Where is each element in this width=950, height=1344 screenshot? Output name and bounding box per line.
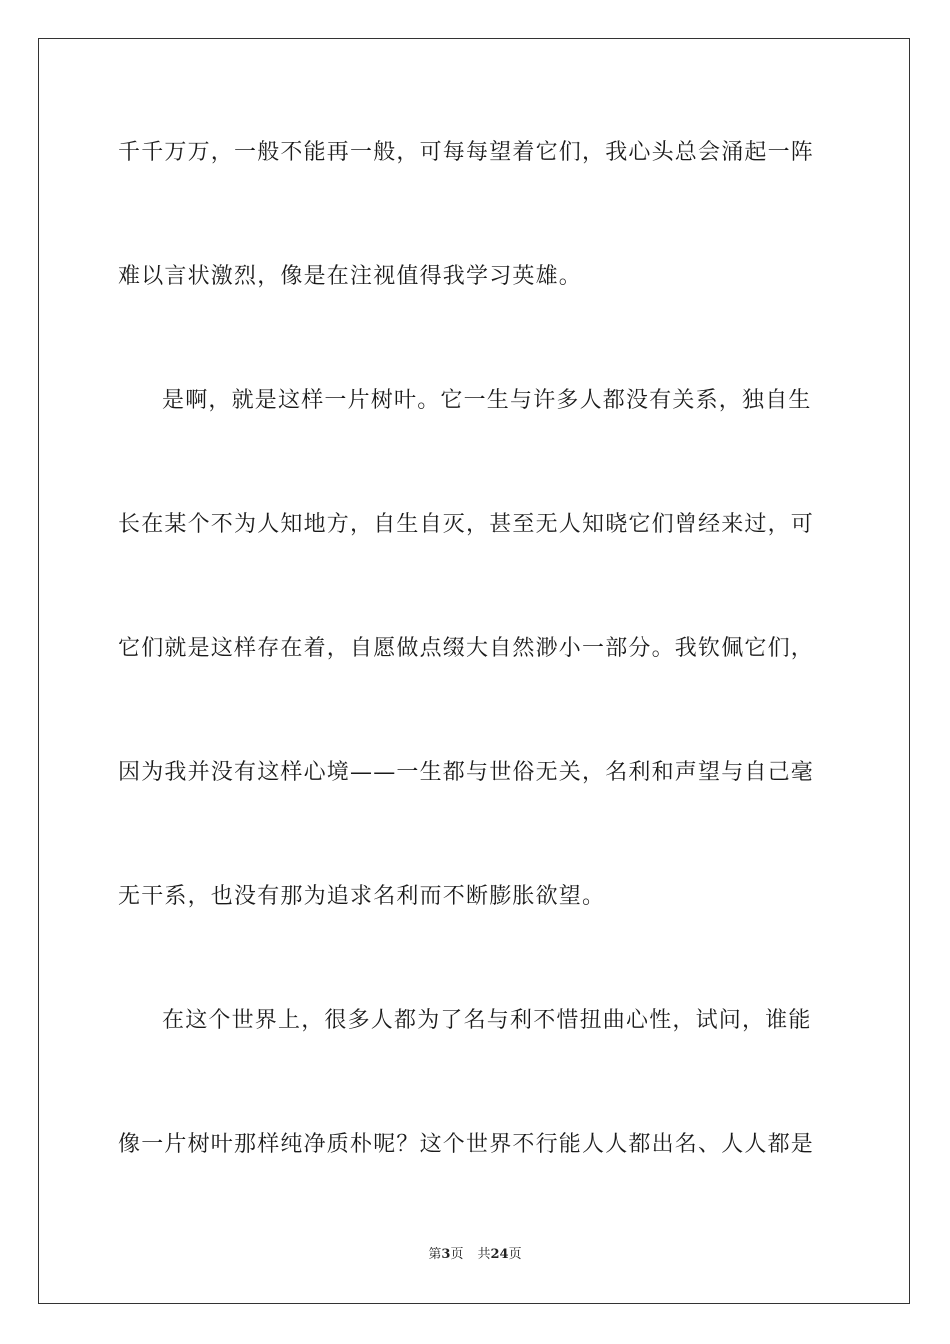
total-suffix: 页 <box>508 1247 522 1262</box>
page-border <box>38 38 910 1304</box>
text-line: 长在某个不为人知地方，自生自灭，甚至无人知晓它们曾经来过，可 <box>118 512 815 537</box>
text-line: 像一片树叶那样纯净质朴呢？这个世界不行能人人都出名、人人都是 <box>118 1132 815 1157</box>
paragraph-start-line: 在这个世界上，很多人都为了名与利不惜扭曲心性，试问，谁能 <box>162 1008 812 1033</box>
page-suffix: 页 <box>450 1247 464 1262</box>
total-prefix: 共 <box>477 1247 491 1262</box>
text-line: 难以言状激烈，像是在注视值得我学习英雄。 <box>118 264 583 289</box>
page-footer <box>0 1246 950 1264</box>
text-line: 因为我并没有这样心境——一生都与世俗无关，名利和声望与自己毫 <box>118 760 815 785</box>
paragraph-start-line: 是啊，就是这样一片树叶。它一生与许多人都没有关系，独自生 <box>162 388 812 413</box>
text-line: 它们就是这样存在着，自愿做点缀大自然渺小一部分。我钦佩它们， <box>118 636 815 661</box>
text-line: 千千万万，一般不能再一般，可每每望着它们，我心头总会涌起一阵 <box>118 140 815 165</box>
page-number: 3 <box>441 1247 451 1262</box>
page-prefix: 第 <box>428 1247 442 1262</box>
total-pages: 24 <box>490 1247 509 1262</box>
text-line: 无干系，也没有那为追求名利而不断膨胀欲望。 <box>118 884 606 909</box>
